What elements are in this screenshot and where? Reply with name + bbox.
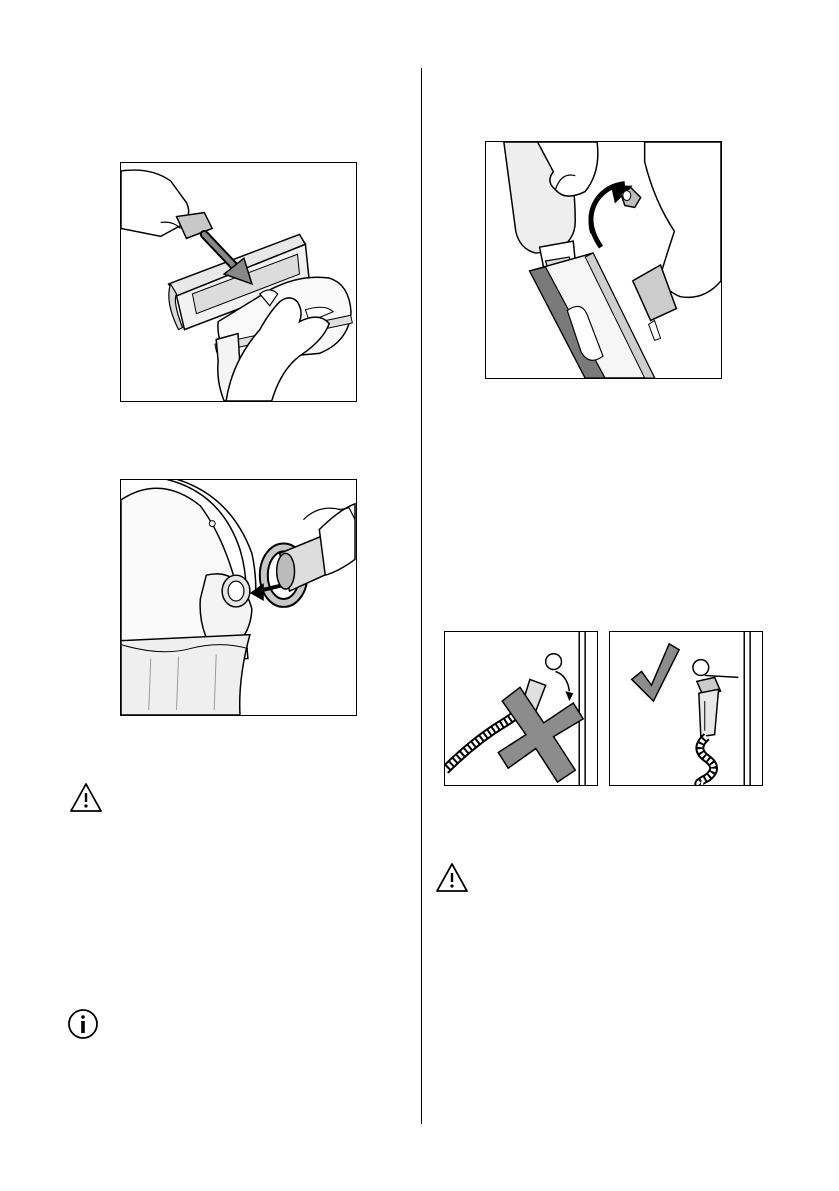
column-divider [421, 68, 422, 1124]
storage-wrong-illustration [445, 632, 597, 785]
bottle-fill-illustration [486, 142, 721, 378]
cross-mark-icon [498, 687, 583, 782]
info-circle-icon [66, 1007, 100, 1041]
storage-right-illustration [610, 632, 762, 785]
storage-right-figure [609, 631, 763, 786]
check-mark-icon [632, 644, 679, 701]
hose-connect-figure [120, 479, 357, 716]
squeegee-attach-figure [120, 162, 357, 402]
storage-wrong-figure [444, 631, 598, 786]
warning-triangle-icon [435, 861, 469, 895]
squeegee-attach-illustration [121, 163, 356, 401]
bottle-fill-figure [485, 141, 722, 379]
hose-connect-illustration [121, 480, 356, 715]
warning-triangle-icon [69, 781, 103, 815]
